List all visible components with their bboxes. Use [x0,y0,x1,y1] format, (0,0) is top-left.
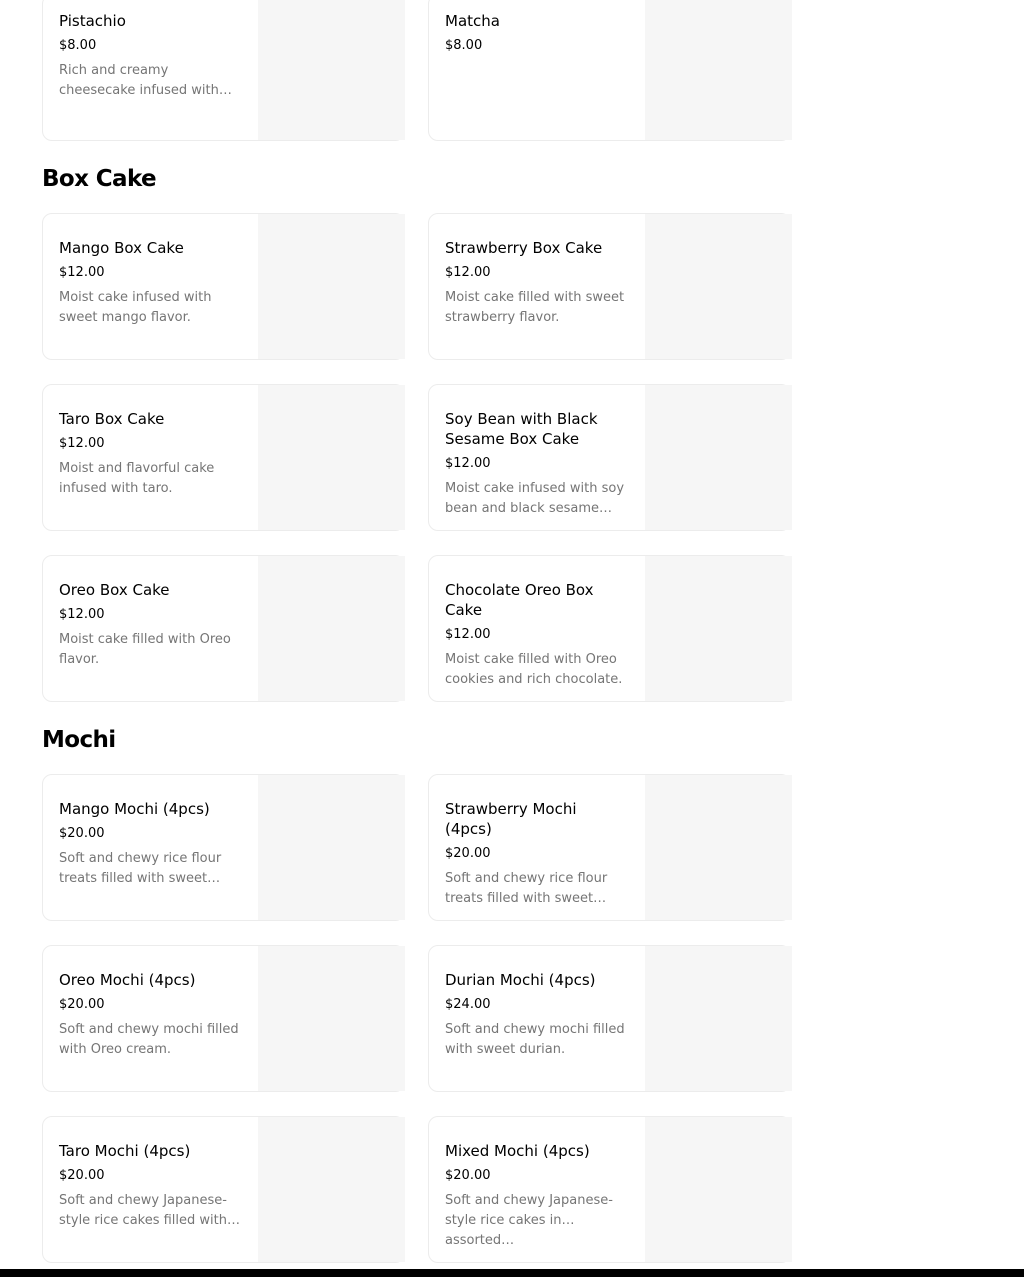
menu-item-text [445,799,628,909]
menu-item-price: $12.00 [59,265,105,280]
menu-item-card[interactable] [428,945,791,1092]
menu-item-price: $12.00 [445,265,491,280]
menu-item-card[interactable] [42,945,405,1092]
menu-item-description: Moist and flavorful cake infused with taro. [59,461,215,496]
menu-item-description: Moist cake infused with soy bean and black sesame… [445,481,625,516]
menu-item-card[interactable] [42,0,405,141]
menu-item-description: Moist cake filled with Oreo flavor. [59,632,231,667]
menu-item-text [59,970,242,1060]
menu-item-name: Matcha [445,12,500,30]
menu-item-description: Soft and chewy mochi filled with sweet durian. [445,1022,625,1057]
menu-item-name: Mango Box Cake [59,239,184,257]
menu-item-text [59,580,242,670]
menu-item-name: Oreo Mochi (4pcs) [59,971,196,989]
menu-item-image [645,0,792,140]
menu-item-text [445,409,628,519]
menu-item-name: Mixed Mochi (4pcs) [445,1142,590,1160]
menu-item-name: Soy Bean with Black Sesame Box Cake [445,410,598,448]
menu-item-price: $12.00 [445,627,491,642]
menu-item-name: Strawberry Mochi (4pcs) [445,800,577,838]
menu-item-text [445,580,628,690]
menu-item-card[interactable] [42,555,405,702]
section-title-box-cake: Box Cake [42,166,157,192]
menu-item-image [645,214,792,359]
menu-item-text [59,238,242,328]
menu-item-text [59,409,242,499]
menu-item-text [445,1141,628,1248]
menu-item-image [645,1117,792,1262]
menu-item-card[interactable] [428,0,791,141]
menu-item-image [258,0,405,140]
menu-item-description: Soft and chewy Japanese-style rice cakes in assorted… [445,1193,613,1248]
menu-item-card[interactable] [42,384,405,531]
menu-item-name: Strawberry Box Cake [445,239,603,257]
menu-item-name: Taro Box Cake [59,410,165,428]
menu-item-price: $20.00 [445,846,491,861]
menu-item-text [59,11,242,101]
menu-item-card[interactable] [428,555,791,702]
footer-bar [0,1269,1024,1277]
menu-item-text [445,970,628,1060]
menu-item-image [645,775,792,920]
menu-item-card[interactable] [42,774,405,921]
menu-item-description: Soft and chewy Japanese-style rice cakes filled with… [59,1193,240,1228]
menu-item-image [258,775,405,920]
menu-item-price: $8.00 [445,38,483,53]
menu-item-card[interactable] [428,774,791,921]
menu-item-card[interactable] [42,1116,405,1263]
menu-item-name: Durian Mochi (4pcs) [445,971,596,989]
menu-item-image [258,946,405,1091]
menu-item-description: Soft and chewy rice flour treats filled with sweet… [445,871,608,906]
menu-item-description: Rich and creamy cheesecake infused with… [59,63,232,98]
menu-item-text [445,11,628,61]
menu-item-name: Pistachio [59,12,126,30]
menu-item-image [258,385,405,530]
menu-item-text [59,799,242,889]
menu-item-price: $20.00 [59,997,105,1012]
menu-item-name: Oreo Box Cake [59,581,170,599]
menu-item-image [645,385,792,530]
menu-item-card[interactable] [428,384,791,531]
menu-item-description: Moist cake filled with sweet strawberry flavor. [445,290,625,325]
section-title-mochi: Mochi [42,727,116,753]
menu-item-card[interactable] [428,1116,791,1263]
menu-item-description: Moist cake filled with Oreo cookies and rich chocolate. [445,652,623,687]
menu-item-description: Soft and chewy mochi filled with Oreo cream. [59,1022,239,1057]
menu-item-price: $8.00 [59,38,97,53]
menu-item-card[interactable] [428,213,791,360]
menu-item-card[interactable] [42,213,405,360]
menu-item-name: Mango Mochi (4pcs) [59,800,210,818]
menu-item-price: $20.00 [59,1168,105,1183]
menu-item-image [258,556,405,701]
menu-item-name: Taro Mochi (4pcs) [59,1142,191,1160]
menu-item-name: Chocolate Oreo Box Cake [445,581,594,619]
menu-item-description: Soft and chewy rice flour treats filled with sweet… [59,851,222,886]
menu-item-image [258,214,405,359]
menu-item-price: $12.00 [59,436,105,451]
menu-item-text [445,238,628,328]
menu-item-price: $12.00 [445,456,491,471]
menu-item-image [645,946,792,1091]
menu-item-price: $12.00 [59,607,105,622]
menu-item-image [645,556,792,701]
menu-item-image [258,1117,405,1262]
menu-item-text [59,1141,242,1231]
menu-item-price: $20.00 [445,1168,491,1183]
menu-item-price: $24.00 [445,997,491,1012]
menu-item-description: Moist cake infused with sweet mango flavor. [59,290,212,325]
menu-item-price: $20.00 [59,826,105,841]
